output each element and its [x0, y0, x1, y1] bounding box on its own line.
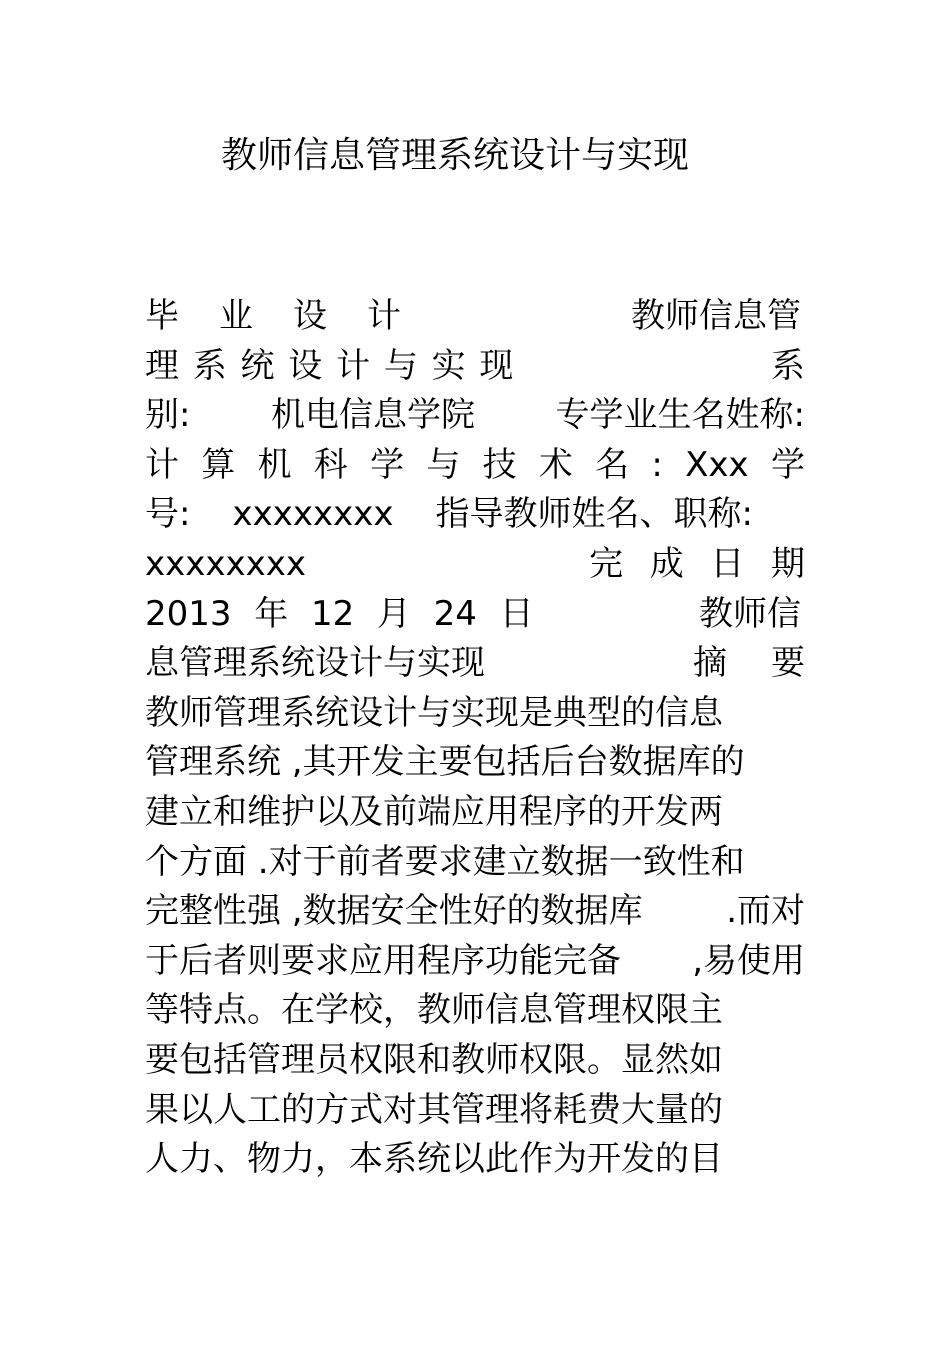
text-segment: 于后者则要求应用程序功能完备	[145, 940, 621, 981]
text-line	[145, 1135, 805, 1185]
text-segment: Xxx	[685, 444, 749, 485]
text-segment: 成	[649, 543, 684, 584]
text-segment: 期	[770, 543, 805, 584]
text-segment: 教师管理系统设计与实现是典型的信息	[145, 692, 723, 733]
text-segment: 果以人工的方式对其管理将耗费大量的	[145, 1089, 723, 1130]
text-segment: 要包括管理员权限和教师权限。显然如	[145, 1039, 723, 1080]
text-line	[145, 441, 805, 491]
text-line	[145, 1086, 805, 1136]
text-segment: 算	[201, 444, 236, 485]
text-segment: 月	[376, 593, 411, 634]
text-segment: 教师信	[698, 593, 801, 634]
text-segment: 教师信息管	[631, 296, 801, 336]
text-line	[145, 490, 805, 540]
text-line	[145, 788, 805, 838]
document-body	[145, 292, 805, 1185]
text-line	[145, 838, 805, 888]
text-line	[145, 590, 805, 640]
text-line	[145, 887, 805, 937]
text-segment: 技	[482, 444, 517, 485]
text-segment: 人力、物力，本系统以此作为开发的目	[145, 1139, 723, 1180]
text-line	[145, 986, 805, 1036]
text-segment: 完	[589, 543, 624, 584]
text-segment: 完整性强 ,数据安全性好的数据库	[145, 891, 643, 932]
text-segment: 等特点。在学校，教师信息管理权限主	[145, 990, 723, 1031]
text-segment: 与	[426, 444, 461, 485]
text-segment: 机	[257, 444, 292, 485]
text-line	[145, 1036, 805, 1086]
text-segment: 计	[145, 444, 179, 485]
text-segment: 专学业生名姓称:	[555, 395, 805, 436]
text-line	[145, 342, 805, 392]
text-segment: 系	[770, 345, 805, 386]
text-line	[145, 738, 805, 788]
text-line	[145, 689, 805, 739]
text-segment: 理	[145, 345, 179, 386]
text-line	[145, 639, 805, 689]
text-segment: 个方面 .对于前者要求建立数据一致性和	[145, 841, 745, 882]
text-segment: 管理系统 ,其开发主要包括后台数据库的	[145, 742, 745, 783]
text-segment: 日	[710, 543, 745, 584]
text-segment: 机电信息学院	[271, 395, 475, 436]
text-segment: 设	[288, 345, 323, 386]
text-segment: 号:	[145, 494, 191, 535]
text-line	[145, 292, 805, 342]
text-segment: 年	[254, 593, 289, 634]
text-segment: 学	[370, 444, 405, 485]
text-line	[145, 937, 805, 987]
text-segment: 实	[431, 345, 466, 386]
text-segment: 计	[336, 345, 371, 386]
text-segment: 日	[499, 593, 534, 634]
text-segment: xxxxxxxx	[145, 543, 306, 584]
text-line	[145, 540, 805, 590]
document-title: 教师信息管理系统设计与实现	[220, 135, 689, 176]
text-segment: 系	[192, 345, 227, 386]
text-segment: 指导教师姓名、职称:	[435, 494, 753, 535]
text-segment: ,易使用	[692, 940, 805, 981]
text-segment: 术	[538, 444, 573, 485]
text-segment: 名	[595, 444, 630, 485]
text-segment: xxxxxxxx	[232, 494, 394, 535]
text-segment: 摘	[693, 643, 727, 684]
text-segment: 2013	[145, 593, 232, 634]
text-segment: 科	[313, 444, 348, 485]
text-segment: 12	[310, 593, 355, 634]
text-segment: 设	[293, 296, 327, 336]
text-line	[145, 391, 805, 441]
text-segment: :	[651, 444, 663, 485]
text-segment: 建立和维护以及前端应用程序的开发两	[145, 791, 723, 832]
text-segment: 现	[479, 345, 514, 386]
text-segment: 24	[433, 593, 477, 634]
text-segment: 别:	[145, 395, 191, 436]
text-segment: 毕	[145, 296, 179, 336]
text-segment: 业	[219, 296, 253, 336]
text-segment: 与	[383, 345, 418, 386]
text-segment: 要	[771, 643, 805, 684]
text-segment: .而对	[726, 891, 805, 932]
text-segment: 学	[770, 444, 805, 485]
text-segment: 息管理系统设计与实现	[145, 643, 485, 684]
text-segment: 统	[240, 345, 275, 386]
text-segment: 计	[367, 296, 401, 336]
